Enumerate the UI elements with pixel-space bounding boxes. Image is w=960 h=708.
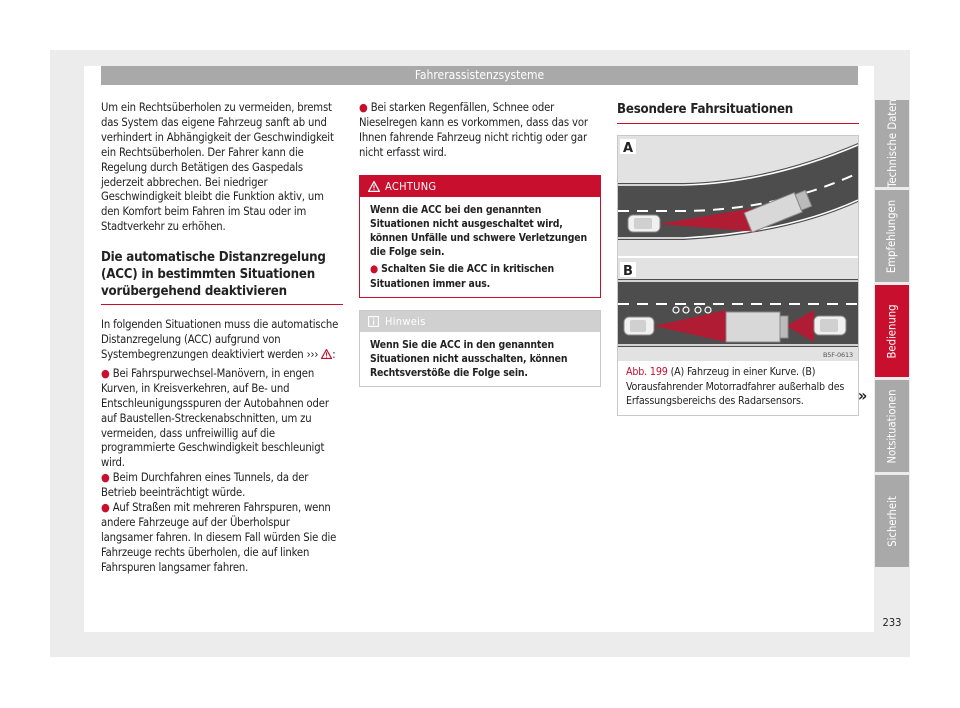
figure-number: Abb. 199 — [626, 366, 668, 378]
hint-title: Hinweis — [385, 314, 426, 328]
column-right — [617, 101, 859, 416]
heading-rule — [101, 304, 343, 305]
list-item: ● Bei Fahrspurwechsel-Manövern, in engen Kurven, in Kreisverkehren, auf Be- und Entschleunigungsspuren der Autobahnen oder auf Baustellen-Streckenabschnitten, um zu vermeiden, dass unfreiwillig auf die programmierte Geschwindigkeit beschleunigt wird. — [101, 366, 329, 470]
chapter-header: Fahrerassistenzsysteme — [101, 66, 858, 85]
list-item: ● Bei starken Regenfällen, Schnee oder Nieselregen kann es vorkommen, dass das vor Ihnen fahrende Fahrzeug nicht richtig oder gar nicht erfasst wird. — [359, 101, 588, 159]
hint-box — [359, 310, 601, 388]
list-item: ● Auf Straßen mit mehreren Fahrspuren, wenn andere Fahrzeuge auf der Überholspur langsamer fahren. In diesem Fall würden Sie die Fahrzeuge rechts überholen, die auf linken Fahrspuren langsamer fahren. — [101, 501, 337, 574]
heading-rule — [617, 123, 859, 124]
bullet-icon: ● — [370, 263, 379, 276]
warning-list-item: ● Schalten Sie die ACC in kritischen Situationen immer aus. — [370, 263, 554, 290]
warning-box — [359, 175, 601, 298]
bullet-icon: ● — [101, 501, 110, 515]
tab-sicherheit[interactable]: Sicherheit — [875, 475, 909, 567]
bullet-icon: ● — [101, 471, 110, 485]
tab-empfehlungen[interactable]: Empfehlungen — [875, 190, 909, 282]
list-item: ● Beim Durchfahren eines Tunnels, da der Betrieb beeinträchtigt würde. — [101, 471, 309, 500]
section-heading-special: Besondere Fahrsituationen — [617, 102, 794, 117]
tab-notsituationen[interactable]: Notsituationen — [875, 380, 909, 472]
intro-paragraph: Um ein Rechtsüberholen zu vermeiden, bremst das System das eigene Fahrzeug sanft ab und verhindert in Abhängigkeit der Geschwindigkeit ein Rechtsüberholen. Der Fahrer kann die Regelung durch Betätigen des Gaspedals jederzeit abbrechen. Bei niedriger Geschwindigkeit bleibt die Funktion aktiv, um den Komfort beim Fahren im Stau oder im Stadtverkehr zu erhöhen. — [101, 101, 334, 234]
column-left — [101, 101, 343, 576]
hint-header — [360, 311, 600, 332]
warning-text: Wenn die ACC bei den genannten Situationen nicht ausgeschaltet wird, können Unfälle und schwere Verletzungen die Folge sein. — [370, 203, 587, 259]
panel-label-b: B — [623, 264, 633, 279]
tab-bedienung[interactable]: Bedienung — [875, 285, 909, 377]
chapter-tabs — [875, 100, 909, 570]
warning-body — [360, 197, 600, 297]
lead-paragraph: In folgenden Situationen muss die automatische Distanzregelung (ACC) aufgrund von Systembegrenzungen deaktiviert werden ››› : — [101, 318, 339, 361]
figure-caption-text: (A) Fahrzeug in einer Kurve. (B) Vorausfahrender Motorradfahrer außerhalb des Erfassungsbereichs des Radarsensors. — [626, 366, 845, 407]
driving-situations-illustration — [618, 136, 858, 361]
warning-triangle-icon — [321, 349, 332, 359]
figure-caption — [618, 361, 858, 415]
info-icon — [368, 316, 379, 327]
continue-marker: » — [858, 386, 868, 405]
reference-arrow[interactable]: ››› — [306, 347, 319, 361]
bullet-icon: ● — [359, 101, 368, 114]
warning-triangle-icon — [368, 181, 380, 192]
figure-code: B5F-0613 — [822, 351, 853, 359]
hint-body: Wenn Sie die ACC in den genannten Situationen nicht ausschalten, können Rechtsverstöße die Folge sein. — [370, 338, 568, 380]
page-number: 233 — [882, 616, 902, 629]
warning-header — [360, 176, 600, 197]
bullet-icon: ● — [101, 366, 110, 380]
figure — [617, 135, 859, 416]
warning-title: ACHTUNG — [385, 179, 437, 193]
tab-technische-daten[interactable]: Technische Daten — [875, 100, 909, 187]
column-middle — [359, 101, 601, 387]
panel-label-a: A — [623, 141, 633, 156]
section-heading-acc: Die automatische Distanzregelung (ACC) in bestimmten Situationen vorübergehend deaktivieren — [101, 250, 326, 300]
